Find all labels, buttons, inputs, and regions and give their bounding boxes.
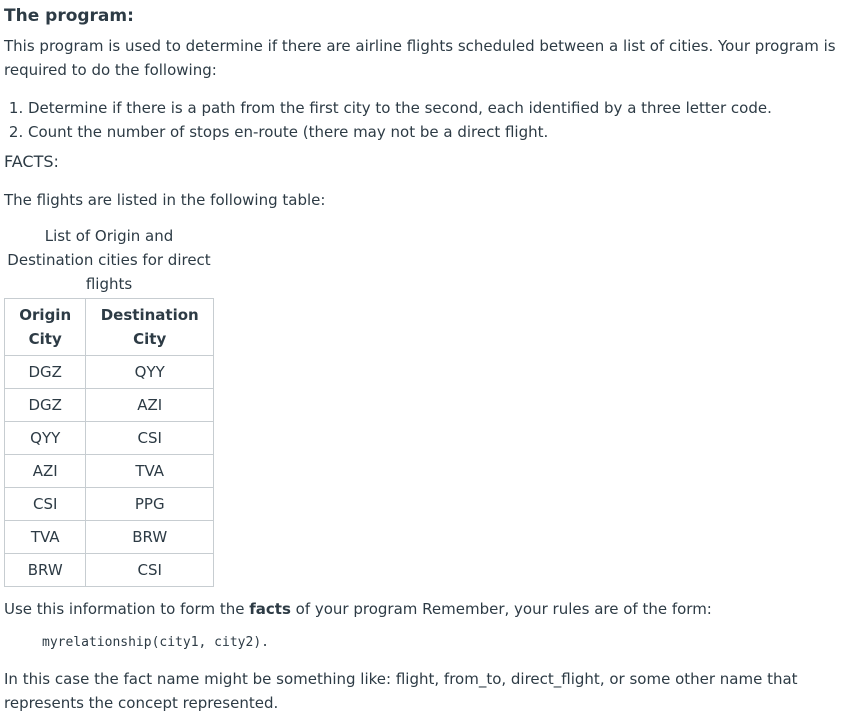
assignment-content [4,4,854,715]
table-row [5,488,214,521]
origin-cell: CSI [5,488,86,521]
origin-city-header: Origin City [5,299,86,356]
origin-cell: TVA [5,521,86,554]
use-info-text: Use this information to form the [4,600,250,618]
origin-cell: QYY [5,422,86,455]
destination-cell: QYY [86,356,214,389]
code-example: myrelationship(city1, city2). [42,635,269,650]
origin-cell: DGZ [5,389,86,422]
use-info-paragraph [4,597,854,621]
table-row [5,554,214,587]
flights-intro: The flights are listed in the following table: [4,191,326,209]
destination-cell: CSI [86,554,214,587]
flights-table [4,298,214,587]
destination-cell: BRW [86,521,214,554]
origin-cell: BRW [5,554,86,587]
origin-cell: DGZ [5,356,86,389]
case-paragraph: In this case the fact name might be something like: flight, from_to, direct_flight, or some other name that represents the concept represented. [4,670,798,712]
destination-cell: TVA [86,455,214,488]
facts-heading: FACTS: [4,152,59,171]
destination-cell: CSI [86,422,214,455]
table-row [5,455,214,488]
table-row [5,422,214,455]
requirements-list [4,96,854,144]
table-row [5,389,214,422]
use-info-text-end: of your program Remember, your rules are of the form: [290,600,712,618]
table-caption: List of Origin and Destination cities for direct flights [7,227,211,293]
destination-cell: PPG [86,488,214,521]
destination-cell: AZI [86,389,214,422]
table-header-row [5,299,214,356]
destination-city-header: Destination City [86,299,214,356]
program-heading: The program: [4,6,134,26]
table-row [5,356,214,389]
table-row [5,521,214,554]
origin-cell: AZI [5,455,86,488]
list-item: 2. Count the number of stops en-route (there may not be a direct flight. [28,120,854,144]
facts-emphasis: facts [249,600,291,618]
list-item: 1. Determine if there is a path from the first city to the second, each identified by a three letter code. [28,96,854,120]
intro-paragraph: This program is used to determine if there are airline flights scheduled between a list of cities. Your program is required to do the following: [4,37,836,79]
